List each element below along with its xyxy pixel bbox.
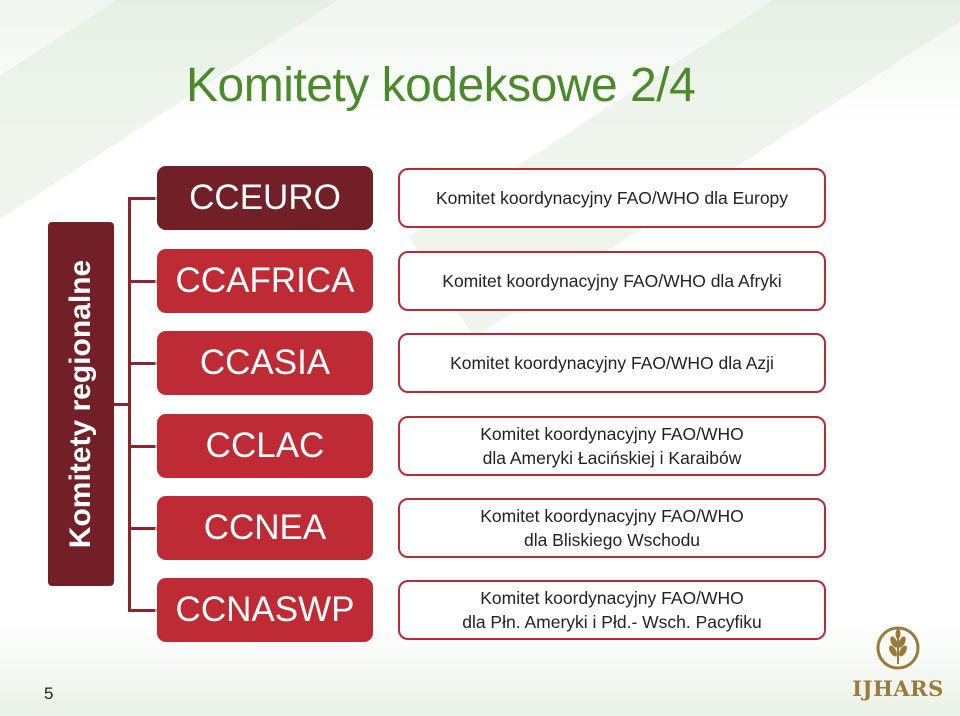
tree-connector-branch: [128, 362, 160, 365]
description-line: Komitet koordynacyjny FAO/WHO: [480, 424, 744, 444]
description-line: Komitet koordynacyjny FAO/WHO: [480, 588, 744, 608]
tree-connector-branch: [128, 280, 160, 283]
committee-code-ccnea: CCNEA: [157, 496, 373, 560]
side-label-box: [48, 222, 114, 586]
description-line: dla Bliskiego Wschodu: [523, 530, 701, 550]
tree-connector-branch: [113, 403, 130, 406]
committee-description-ccasia: [398, 333, 826, 393]
description-line: Komitet koordynacyjny FAO/WHO: [480, 506, 744, 526]
committee-description-cceuro: [398, 168, 826, 228]
wheat-emblem-icon: [874, 624, 922, 672]
committee-code-ccafrica: CCAFRICA: [157, 249, 373, 313]
slide-title: Komitety kodeksowe 2/4: [186, 59, 696, 112]
logo-text: IJHARS: [852, 676, 944, 701]
description-line: dla Płn. Ameryki i Płd.- Wsch. Pacyfiku: [462, 612, 762, 632]
page-number: 5: [44, 684, 54, 703]
committee-description-cclac: [398, 416, 826, 476]
tree-connector-branch: [128, 197, 160, 200]
description-line: dla Ameryki Łacińskiej i Karaibów: [482, 448, 742, 468]
tree-connector-branch: [128, 527, 160, 530]
committee-description-ccnaswp: [398, 580, 826, 640]
tree-connector-branch: [128, 609, 160, 612]
committee-code-ccasia: CCASIA: [157, 331, 373, 395]
ijhars-logo: [850, 620, 946, 704]
description-line: Komitet koordynacyjny FAO/WHO dla Azji: [450, 353, 774, 373]
committee-description-ccnea: [398, 498, 826, 558]
tree-connector-branch: [128, 445, 160, 448]
description-line: Komitet koordynacyjny FAO/WHO dla Europy: [435, 188, 789, 208]
description-line: Komitet koordynacyjny FAO/WHO dla Afryki: [442, 271, 782, 291]
committee-code-ccnaswp: CCNASWP: [157, 578, 373, 642]
committee-code-cclac: CCLAC: [157, 414, 373, 478]
committee-code-cceuro: CCEURO: [157, 166, 373, 230]
side-label: Komitety regionalne: [64, 259, 98, 549]
committee-description-ccafrica: [398, 251, 826, 311]
